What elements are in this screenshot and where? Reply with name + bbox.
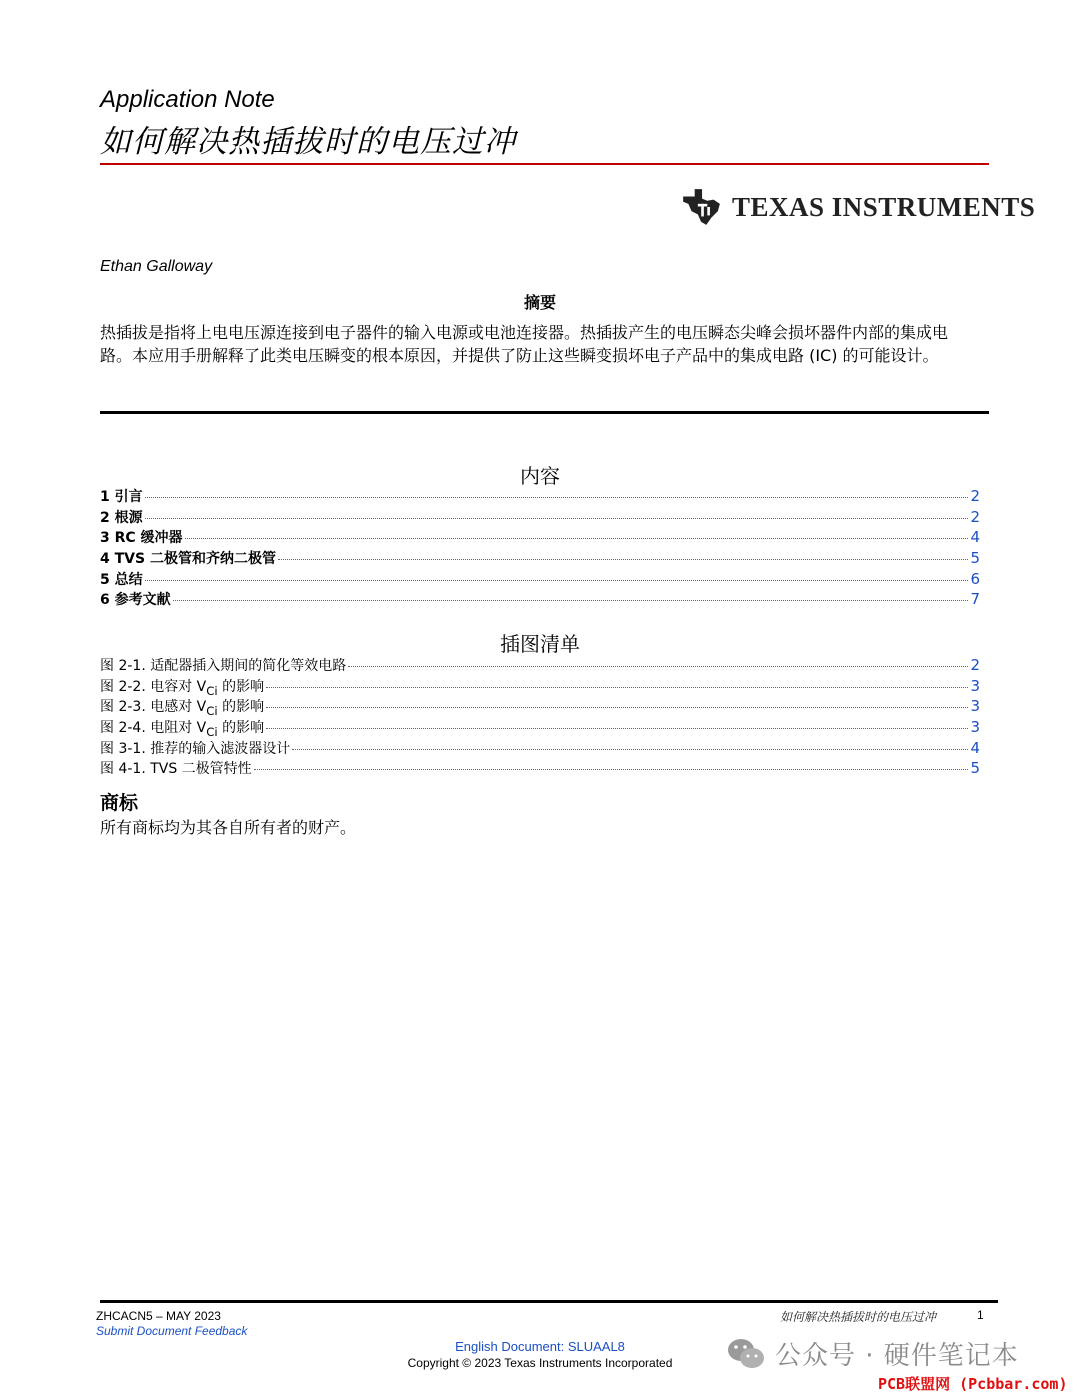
toc-entry[interactable] [100,507,980,528]
toc-entry-label: 4 TVS 二极管和齐纳二极管 [100,551,276,568]
toc-page-link[interactable]: 5 [970,549,980,568]
toc-entry[interactable] [100,486,980,507]
leader-dots [254,769,969,770]
figure-entry-label: 图 2-1. 适配器插入期间的简化等效电路 [100,658,347,674]
leader-dots [266,707,968,708]
submit-feedback-link[interactable]: Submit Document Feedback [96,1324,248,1338]
document-type: Application Note [100,86,275,113]
leader-dots [266,687,968,688]
figure-page-link[interactable]: 2 [970,656,980,674]
wechat-icon [727,1337,765,1371]
toc-entry[interactable] [100,569,980,590]
abstract-body: 热插拔是指将上电电压源连接到电子器件的输入电源或电池连接器。热插拔产生的电压瞬态尖峰会损坏器件内部的集成电路。本应用手册解释了此类电压瞬变的根本原因，并提供了防止这些瞬变损坏电子产品中的集成电路 (IC) 的可能设计。 [100,323,949,365]
toc-page-link[interactable]: 7 [970,590,980,609]
abstract-heading: 摘要 [523,293,556,312]
leader-dots [185,538,969,539]
leader-dots [292,749,968,750]
english-document-link[interactable]: English Document: SLUAAL8 [455,1339,625,1354]
toc-entry[interactable] [100,527,980,548]
page-number: 1 [977,1308,984,1322]
site-watermark: PCB联盟网 (Pcbbar.com) [878,1375,1068,1393]
toc-page-link[interactable]: 6 [970,569,980,588]
toc-entry-label: 2 根源 [100,509,143,526]
figure-entry[interactable] [100,676,980,697]
trademarks-body: 所有商标均为其各自所有者的财产。 [100,818,357,837]
figure-entry[interactable] [100,758,980,779]
watermark [727,1335,1019,1372]
figure-entry[interactable] [100,717,980,738]
ti-logo [680,186,1035,228]
toc-entry-label: 5 总结 [100,571,143,588]
author-name: Ethan Galloway [100,258,213,275]
logo-wordmark: TEXAS INSTRUMENTS [732,191,1036,222]
toc-entry[interactable] [100,589,980,610]
contents-heading: 内容 [520,464,560,488]
figure-entry[interactable] [100,696,980,717]
table-of-contents [100,486,980,610]
figure-entry-label: 图 2-4. 电阻对 $V_{Ci}$ 的影响 [100,720,265,739]
footer-divider [100,1300,998,1303]
figures-heading: 插图清单 [500,632,580,656]
figure-entry[interactable] [100,738,980,759]
figure-entry-label: 图 2-3. 电感对 $V_{Ci}$ 的影响 [100,699,265,719]
figure-page-link[interactable]: 4 [970,738,980,757]
leader-dots [278,559,968,560]
toc-page-link[interactable]: 2 [970,487,980,505]
figure-page-link[interactable]: 3 [970,697,980,716]
figure-entry-label: 图 4-1. TVS 二极管特性 [100,761,252,778]
texas-state-icon [680,186,722,228]
leader-dots [266,728,968,729]
footer-title: 如何解决热插拔时的电压过冲 [780,1310,937,1324]
toc-page-link[interactable]: 4 [970,528,980,547]
leader-dots [348,666,968,667]
copyright: Copyright © 2023 Texas Instruments Incorporated [407,1356,673,1370]
leader-dots [145,580,969,581]
trademarks-heading: 商标 [100,792,139,814]
figure-page-link[interactable]: 3 [970,676,980,695]
toc-entry-label: 6 参考文献 [100,592,171,609]
figure-page-link[interactable]: 3 [970,718,980,737]
title-divider [100,163,989,165]
leader-dots [145,497,969,498]
footer-doc-id: ZHCACN5 – MAY 2023 [96,1309,221,1323]
figure-page-link[interactable]: 5 [970,759,980,778]
list-of-figures [100,655,980,779]
document-title: 如何解决热插拔时的电压过冲 [100,124,516,160]
abstract-divider [100,411,989,414]
figure-entry[interactable] [100,655,980,676]
figure-entry-label: 图 3-1. 推荐的输入滤波器设计 [100,740,291,757]
toc-entry-label: 1 引言 [100,489,143,505]
watermark-text: 公众号 · 硬件笔记本 [775,1341,1019,1371]
toc-page-link[interactable]: 2 [970,507,980,526]
toc-entry[interactable] [100,548,980,569]
leader-dots [173,600,969,601]
toc-entry-label: 3 RC 缓冲器 [100,530,183,547]
figure-entry-label: 图 2-2. 电容对 $V_{Ci}$ 的影响 [100,678,265,698]
leader-dots [145,518,969,519]
